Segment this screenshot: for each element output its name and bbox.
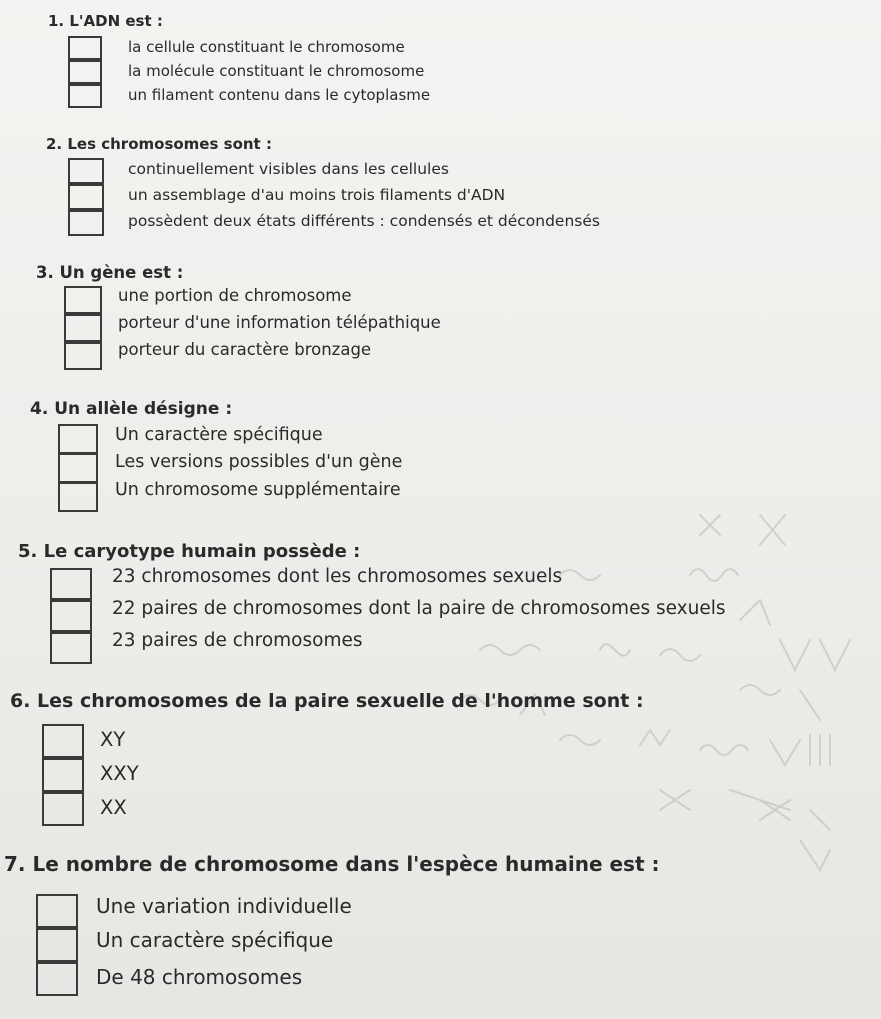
question-1-option-2-checkbox[interactable] — [68, 60, 102, 84]
question-7-option-1-checkbox[interactable] — [36, 894, 78, 928]
question-7-option-3-label: De 48 chromosomes — [96, 965, 303, 989]
question-4-option-1-checkbox[interactable] — [58, 424, 98, 454]
question-4-option-1-label: Un caractère spécifique — [115, 425, 323, 445]
question-4-title: 4. Un allèle désigne : — [30, 399, 233, 419]
question-2-option-2-checkbox[interactable] — [68, 184, 104, 210]
question-3-option-2-checkbox[interactable] — [64, 314, 102, 342]
question-6-option-2-checkbox[interactable] — [42, 758, 84, 792]
question-6-option-1-label: XY — [100, 728, 126, 751]
question-5-title: 5. Le caryotype humain possède : — [18, 541, 361, 562]
question-6-title: 6. Les chromosomes de la paire sexuelle de l'homme sont : — [10, 690, 644, 712]
question-1-option-2-label: la molécule constituant le chromosome — [128, 62, 425, 80]
question-4-option-2-checkbox[interactable] — [58, 453, 98, 483]
question-5-option-3-label: 23 paires de chromosomes — [112, 630, 363, 651]
question-2-title: 2. Les chromosomes sont : — [46, 135, 272, 153]
question-1-option-1-checkbox[interactable] — [68, 36, 102, 60]
question-3-option-1-checkbox[interactable] — [64, 286, 102, 314]
question-4-option-3-checkbox[interactable] — [58, 482, 98, 512]
question-2-option-3-label: possèdent deux états différents : condensés et décondensés — [128, 212, 600, 230]
question-3-option-1-label: une portion de chromosome — [118, 286, 352, 305]
question-1-option-3-checkbox[interactable] — [68, 84, 102, 108]
question-3-option-3-label: porteur du caractère bronzage — [118, 340, 372, 359]
question-7-option-1-label: Une variation individuelle — [96, 894, 352, 918]
question-4-option-2-label: Les versions possibles d'un gène — [115, 452, 403, 472]
question-5-option-2-label: 22 paires de chromosomes dont la paire de chromosomes sexuels — [112, 598, 726, 619]
question-2-option-1-label: continuellement visibles dans les cellules — [128, 160, 449, 178]
question-5-option-2-checkbox[interactable] — [50, 600, 92, 632]
question-4-option-3-label: Un chromosome supplémentaire — [115, 480, 401, 500]
question-5-option-1-label: 23 chromosomes dont les chromosomes sexuels — [112, 566, 563, 587]
question-1-option-1-label: la cellule constituant le chromosome — [128, 38, 405, 56]
question-7-option-2-checkbox[interactable] — [36, 928, 78, 962]
question-1-title: 1. L'ADN est : — [48, 12, 163, 30]
question-7-option-3-checkbox[interactable] — [36, 962, 78, 996]
question-5-option-3-checkbox[interactable] — [50, 632, 92, 664]
question-3-title: 3. Un gène est : — [36, 263, 184, 282]
question-6-option-2-label: XXY — [100, 762, 139, 785]
question-2-option-1-checkbox[interactable] — [68, 158, 104, 184]
question-3-option-2-label: porteur d'une information télépathique — [118, 313, 441, 332]
question-7-title: 7. Le nombre de chromosome dans l'espèce humaine est : — [4, 852, 660, 876]
question-6-option-1-checkbox[interactable] — [42, 724, 84, 758]
question-2-option-2-label: un assemblage d'au moins trois filaments d'ADN — [128, 186, 506, 204]
question-3-option-3-checkbox[interactable] — [64, 342, 102, 370]
question-2-option-3-checkbox[interactable] — [68, 210, 104, 236]
question-7-option-2-label: Un caractère spécifique — [96, 928, 334, 952]
question-6-option-3-checkbox[interactable] — [42, 792, 84, 826]
question-6-option-3-label: XX — [100, 796, 127, 819]
question-5-option-1-checkbox[interactable] — [50, 568, 92, 600]
question-1-option-3-label: un filament contenu dans le cytoplasme — [128, 86, 431, 104]
